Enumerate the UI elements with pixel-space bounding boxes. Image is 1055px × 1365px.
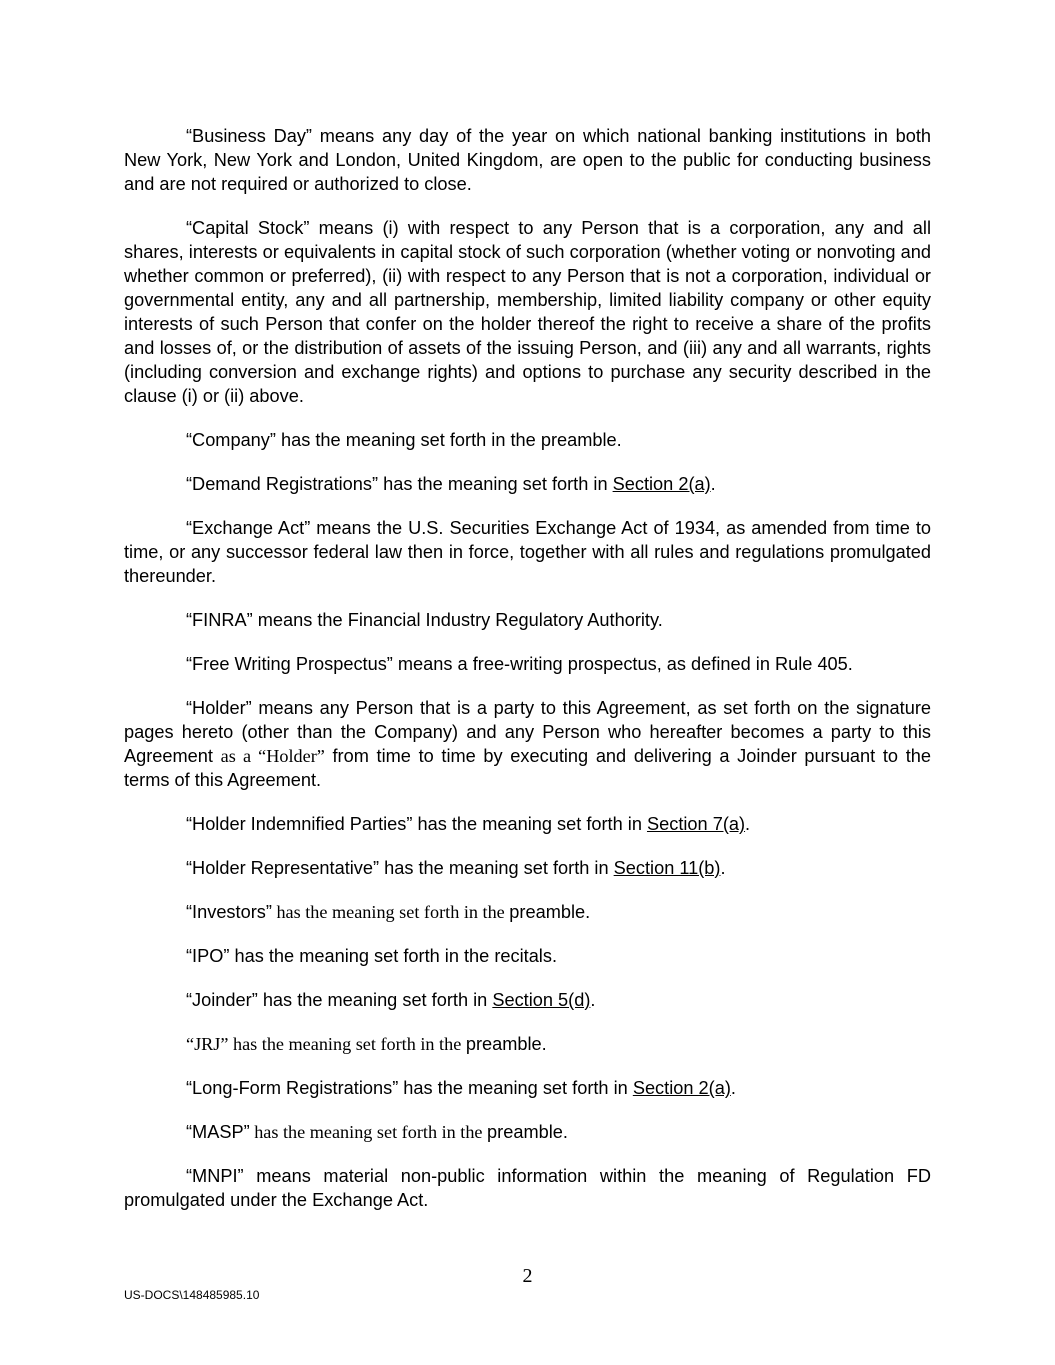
definition-text: “MNPI” means material non-public information within the meaning of Regulation FD promulgated under the Exchange Act. [124, 1166, 931, 1210]
definition-text: preamble. [465, 1034, 547, 1054]
definition-demand-registrations [124, 472, 931, 496]
definition-text: preamble. [487, 1122, 568, 1142]
definition-text-serif: as a “Holder” [220, 746, 325, 766]
page-number: 2 [522, 1265, 533, 1287]
definition-text: “MASP” [186, 1122, 250, 1142]
definition-text: “Holder” means any Person that is a party to this Agreement, as set forth on the signature pages hereto (other than the Company) and any Person who hereafter becomes a party to this Agreement [124, 698, 931, 766]
definition-text-serif: has the meaning set forth in the [271, 902, 510, 922]
definition-text-serif: “JRJ” has the meaning set forth in the [186, 1034, 466, 1054]
definition-text: “Company” has the meaning set forth in the preamble. [186, 430, 622, 450]
definition-text: “Holder Indemnified Parties” has the meaning set forth in [186, 814, 647, 834]
definition-free-writing-prospectus [124, 652, 931, 676]
definition-holder-indemnified-parties [124, 812, 931, 836]
document-id: US-DOCS\148485985.10 [124, 1288, 260, 1302]
definition-text: from time to time by executing and delivering a Joinder pursuant to the terms of this Agreement. [124, 746, 931, 790]
definition-masp [124, 1120, 931, 1144]
definition-text: “Business Day” means any day of the year on which national banking institutions in both New York, New York and London, United Kingdom, are open to the public for conducting business and are not required or authorized to close. [124, 126, 931, 194]
definition-joinder [124, 988, 931, 1012]
definition-investors [124, 900, 931, 924]
definition-text: preamble. [509, 902, 591, 922]
definition-text-serif: has the meaning set forth in the [249, 1122, 488, 1142]
definition-end: . [730, 1078, 736, 1098]
definitions-body [124, 124, 931, 1232]
definition-text: “Exchange Act” means the U.S. Securities Exchange Act of 1934, as amended from time to time, or any successor federal law then in force, together with all rules and regulations promulgated thereunder. [124, 518, 931, 586]
definition-text: “Investors” [186, 902, 272, 922]
section-reference: Section 11(b) [613, 858, 721, 878]
definition-text: “Demand Registrations” has the meaning set forth in [186, 474, 613, 494]
definition-company [124, 428, 931, 452]
definition-text: “Long-Form Registrations” has the meaning set forth in [186, 1078, 633, 1098]
section-reference: Section 2(a) [612, 474, 711, 494]
definition-end: . [590, 990, 596, 1010]
definition-ipo [124, 944, 931, 968]
definition-holder [124, 696, 931, 792]
definition-jrj [124, 1032, 931, 1056]
definition-end: . [745, 814, 751, 834]
definition-capital-stock [124, 216, 931, 408]
definition-text: “Capital Stock” means (i) with respect to any Person that is a corporation, any and all shares, interests or equivalents in capital stock of such corporation (whether voting or nonvoting and whether common or preferred), (ii) with respect to any Person that is not a corporation, individual or governmental entity, any and all partnership, membership, limited liability company or other equity interests of such Person that confer on the holder thereof the right to receive a share of the profits and losses of, or the distribution of assets of the issuing Person, and (iii) any and all warrants, rights (including conversion and exchange rights) and options to purchase any security described in the clause (i) or (ii) above. [124, 218, 931, 406]
definition-text: “FINRA” means the Financial Industry Regulatory Authority. [186, 610, 663, 630]
definition-business-day [124, 124, 931, 196]
definition-long-form-registrations [124, 1076, 931, 1100]
definition-holder-representative [124, 856, 931, 880]
section-reference: Section 5(d) [492, 990, 591, 1010]
definition-text: “Joinder” has the meaning set forth in [186, 990, 493, 1010]
definition-text: “Holder Representative” has the meaning set forth in [186, 858, 614, 878]
section-reference: Section 7(a) [646, 814, 746, 834]
definition-exchange-act [124, 516, 931, 588]
definition-end: . [720, 858, 726, 878]
definition-finra [124, 608, 931, 632]
definition-mnpi [124, 1164, 931, 1212]
section-reference: Section 2(a) [632, 1078, 731, 1098]
definition-end: . [710, 474, 716, 494]
definition-text: “IPO” has the meaning set forth in the recitals. [186, 946, 557, 966]
definition-text: “Free Writing Prospectus” means a free-writing prospectus, as defined in Rule 405. [186, 654, 853, 674]
